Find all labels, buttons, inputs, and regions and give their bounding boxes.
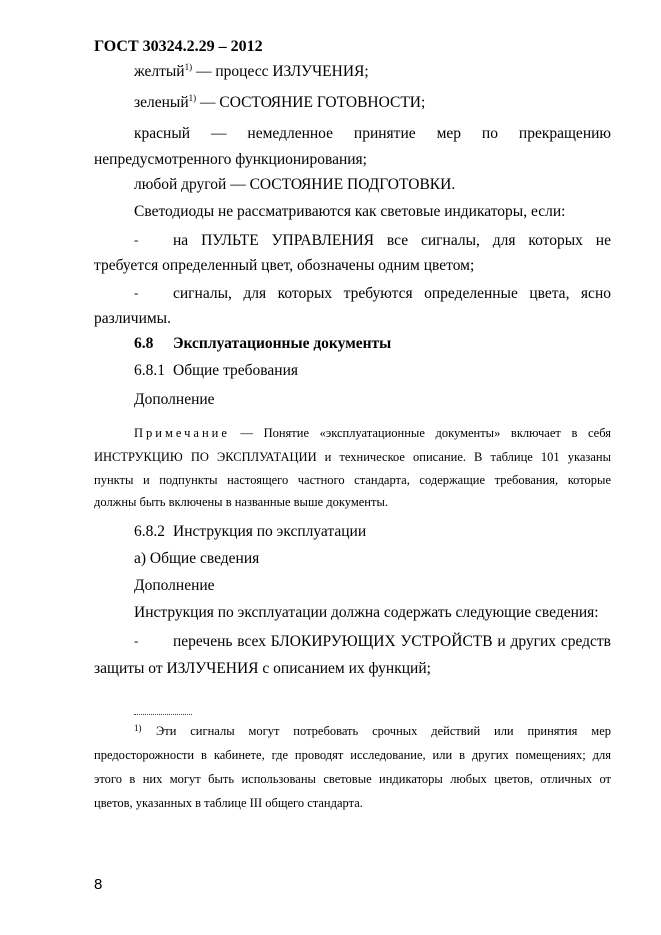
bullet-1-line-2: требуется определенный цвет, обозначены одним цветом;	[94, 257, 475, 274]
footnote-marker: 1)	[134, 723, 142, 733]
yellow-label: желтый	[134, 63, 185, 80]
bullet-marker: -	[134, 285, 139, 300]
line-red-1: красный — немедленное принятие мер по прекращению	[134, 125, 611, 142]
bullet-1-line-1: на ПУЛЬТЕ УПРАВЛЕНИЯ все сигналы, для которых не	[173, 232, 611, 249]
addition-label: Дополнение	[134, 577, 215, 594]
section-6-8-title: Эксплуатационные документы	[173, 335, 392, 352]
footnote-line-4: цветов, указанных в таблице III общего стандарта.	[94, 796, 363, 810]
note-line-4: должны быть включены в названные выше документы.	[94, 495, 388, 509]
instruction-intro: Инструкция по эксплуатации должна содержать следующие сведения:	[134, 604, 599, 621]
line-green	[134, 93, 425, 113]
bullet-2-line-1: сигналы, для которых требуются определенные цвета, ясно	[173, 285, 611, 302]
section-6-8-number: 6.8	[134, 335, 154, 352]
note-line-2: ИНСТРУКЦИЮ ПО ЭКСПЛУАТАЦИИ и техническое описание. В таблице 101 указаны	[94, 450, 611, 464]
footnote-ref: 1)	[188, 92, 197, 103]
footnote-separator	[134, 714, 192, 715]
section-6-8-1-title: Общие требования	[173, 362, 299, 379]
note-line-1	[134, 424, 611, 442]
bullet-marker: -	[134, 633, 139, 648]
section-6-8-2-number: 6.8.2	[134, 523, 165, 540]
bullet-3-line-1: перечень всех БЛОКИРУЮЩИХ УСТРОЙСТВ и других средств	[173, 633, 611, 650]
section-6-8-2-title: Инструкция по эксплуатации	[173, 523, 367, 540]
page-number: 8	[94, 876, 103, 893]
footnote-line-3: этого в них могут быть использованы световые индикаторы любых цветов, отличных от	[94, 772, 611, 786]
subsection-a: а) Общие сведения	[134, 550, 260, 567]
footnote-line-2: предосторожности в кабинете, где проводят исследование, или в других помещениях; для	[94, 748, 611, 762]
note-line-1-text: — Понятие «эксплуатационные документы» включает в себя	[229, 426, 611, 440]
line-other: любой другой — СОСТОЯНИЕ ПОДГОТОВКИ.	[134, 176, 456, 193]
line-yellow	[134, 62, 369, 82]
section-6-8-1-number: 6.8.1	[134, 362, 165, 379]
line-red-2: непредусмотренного функционирования;	[94, 151, 367, 168]
yellow-text: — процесс ИЗЛУЧЕНИЯ;	[192, 63, 369, 80]
document-header: ГОСТ 30324.2.29 – 2012	[94, 38, 263, 55]
addition-label: Дополнение	[134, 391, 215, 408]
footnote-line-1: Эти сигналы могут потребовать срочных действий или принятия мер	[156, 724, 611, 738]
note-label: Примечание	[134, 426, 230, 440]
leds-intro: Светодиоды не рассматриваются как световые индикаторы, если:	[134, 203, 566, 220]
bullet-2-line-2: различимы.	[94, 310, 171, 327]
note-line-3: пункты и подпункты настоящего частного стандарта, содержащие требования, которые	[94, 473, 611, 487]
bullet-marker: -	[134, 232, 139, 247]
footnote-ref: 1)	[184, 61, 193, 72]
green-label: зеленый	[134, 94, 189, 111]
green-text: — СОСТОЯНИЕ ГОТОВНОСТИ;	[196, 94, 426, 111]
bullet-3-line-2: защиты от ИЗЛУЧЕНИЯ с описанием их функций;	[94, 660, 431, 677]
